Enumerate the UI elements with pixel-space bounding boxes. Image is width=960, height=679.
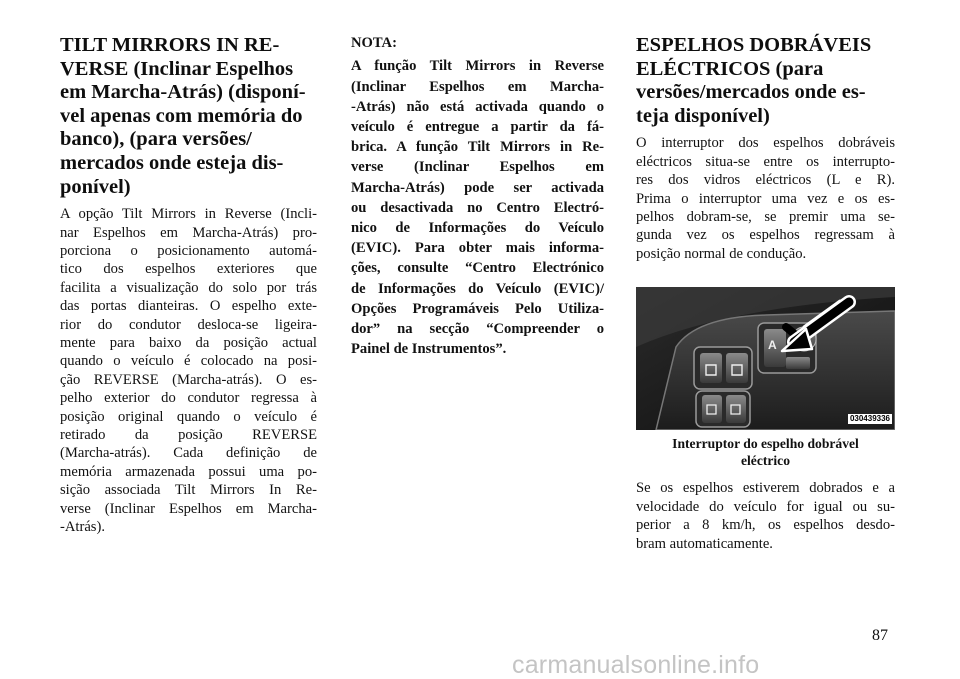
text-line: Interruptor do espelho dobrável bbox=[672, 436, 859, 452]
text-line: (Inclinar Espelhos em Marcha- bbox=[351, 78, 604, 95]
text-line: TILT MIRRORS IN RE- bbox=[60, 34, 280, 56]
text-line: Opções Programáveis Pelo Utiliza- bbox=[351, 300, 604, 317]
folding-mirrors-paragraph bbox=[636, 134, 895, 263]
text-line: Se os espelhos estiverem dobrados e a bbox=[636, 480, 895, 497]
text-line: eléctricos situa-se entre os interrupto- bbox=[636, 153, 895, 170]
text-line: verse (Inclinar Espelhos em Marcha- bbox=[60, 500, 317, 517]
note-label: NOTA: bbox=[351, 35, 397, 51]
text-line: das portas dianteiras. O espelho exte- bbox=[60, 298, 317, 315]
text-line: brica. A função Tilt Mirrors in Re- bbox=[351, 139, 604, 156]
text-line: retirado da posição REVERSE bbox=[60, 427, 317, 444]
auto-unfold-paragraph bbox=[636, 479, 895, 553]
text-line: pelhos dobram-se, se premir uma se- bbox=[636, 209, 895, 225]
text-line: velocidade do veículo for igual ou su- bbox=[636, 498, 895, 515]
middle-column bbox=[351, 34, 604, 359]
text-line: nico de Informações do Veículo bbox=[351, 220, 604, 237]
text-line: posição original quando o veículo é bbox=[60, 408, 317, 425]
note-paragraph bbox=[351, 56, 604, 359]
text-line: gunda vez os espelhos regressam à bbox=[636, 227, 895, 244]
text-line: ções, consulte “Centro Electrónico bbox=[351, 260, 604, 277]
watermark: carmanualsonline.info bbox=[512, 651, 760, 679]
text-line: dor” na secção “Compreender o bbox=[351, 321, 604, 338]
text-line: quando o veículo é colocado na posi- bbox=[60, 353, 317, 370]
text-line: mente para baixo da posição actual bbox=[60, 335, 317, 351]
text-line: pelho exterior do condutor regressa à bbox=[60, 390, 317, 407]
text-line: banco), (para versões/ bbox=[60, 128, 252, 151]
svg-text:A: A bbox=[768, 338, 777, 353]
mirror-switch-photo bbox=[636, 287, 895, 430]
text-line: teja disponível) bbox=[636, 104, 770, 127]
text-line: Marcha-Atrás) pode ser activada bbox=[351, 179, 604, 196]
figure-reference-code: 030439336 bbox=[849, 414, 890, 424]
tilt-mirrors-paragraph bbox=[60, 205, 317, 536]
text-line: ELÉCTRICOS (para bbox=[636, 57, 824, 80]
text-line: res dos vidros eléctricos (L e R). bbox=[636, 172, 895, 189]
text-line: A opção Tilt Mirrors in Reverse (Incli- bbox=[60, 206, 317, 223]
section-heading-folding-mirrors bbox=[636, 34, 895, 128]
text-line: (Marcha-atrás). Cada definição de bbox=[60, 445, 317, 462]
figure-caption bbox=[636, 436, 895, 469]
text-line: -Atrás). bbox=[60, 519, 105, 536]
text-line: em Marcha-Atrás) (disponí- bbox=[60, 81, 306, 104]
text-line: mercados onde esteja dis- bbox=[60, 151, 284, 174]
text-line: memória armazenada possui uma po- bbox=[60, 463, 317, 480]
text-line: O interruptor dos espelhos dobráveis bbox=[636, 135, 895, 152]
text-line: ou desactivada no Centro Electró- bbox=[351, 199, 604, 216]
text-line: verse (Inclinar Espelhos em bbox=[351, 159, 604, 176]
text-line: porciona o posicionamento automá- bbox=[60, 242, 317, 259]
text-line: A função Tilt Mirrors in Reverse bbox=[351, 58, 604, 75]
text-line: ção REVERSE (Marcha-atrás). O es- bbox=[60, 371, 317, 388]
text-line: versões/mercados onde es- bbox=[636, 81, 866, 104]
text-line: vel apenas com memória do bbox=[60, 104, 303, 127]
text-line: bram automaticamente. bbox=[636, 535, 773, 552]
text-line: nar Espelhos em Marcha-Atrás) pro- bbox=[60, 224, 317, 241]
right-column bbox=[636, 34, 895, 553]
text-line: de Informações do Veículo (EVIC)/ bbox=[351, 280, 604, 297]
section-heading-tilt-mirrors bbox=[60, 34, 317, 199]
text-line: VERSE (Inclinar Espelhos bbox=[60, 57, 294, 80]
text-line: ponível) bbox=[60, 175, 131, 198]
page-number: 87 bbox=[872, 627, 888, 644]
text-line: -Atrás) não está activada quando o bbox=[351, 98, 604, 115]
text-line: posição normal de condução. bbox=[636, 245, 807, 262]
text-line: tico dos espelhos exteriores que bbox=[60, 261, 317, 278]
text-line: facilita a visualização do solo por trás bbox=[60, 279, 317, 296]
text-line: rior do condutor desloca-se ligeira- bbox=[60, 316, 317, 333]
text-line: sição associada Tilt Mirrors In Re- bbox=[60, 482, 317, 499]
left-column bbox=[60, 34, 317, 536]
text-line: perior a 8 km/h, os espelhos desdo- bbox=[636, 517, 895, 534]
door-switch-panel-illustration bbox=[636, 287, 895, 430]
text-line: veículo é entregue a partir da fá- bbox=[351, 119, 604, 136]
text-line: eléctrico bbox=[740, 452, 791, 468]
text-line: ESPELHOS DOBRÁVEIS bbox=[636, 34, 872, 56]
text-line: Prima o interruptor uma vez e os es- bbox=[636, 190, 895, 207]
text-line: Painel de Instrumentos”. bbox=[351, 341, 507, 358]
text-line: (EVIC). Para obter mais informa- bbox=[351, 240, 604, 257]
